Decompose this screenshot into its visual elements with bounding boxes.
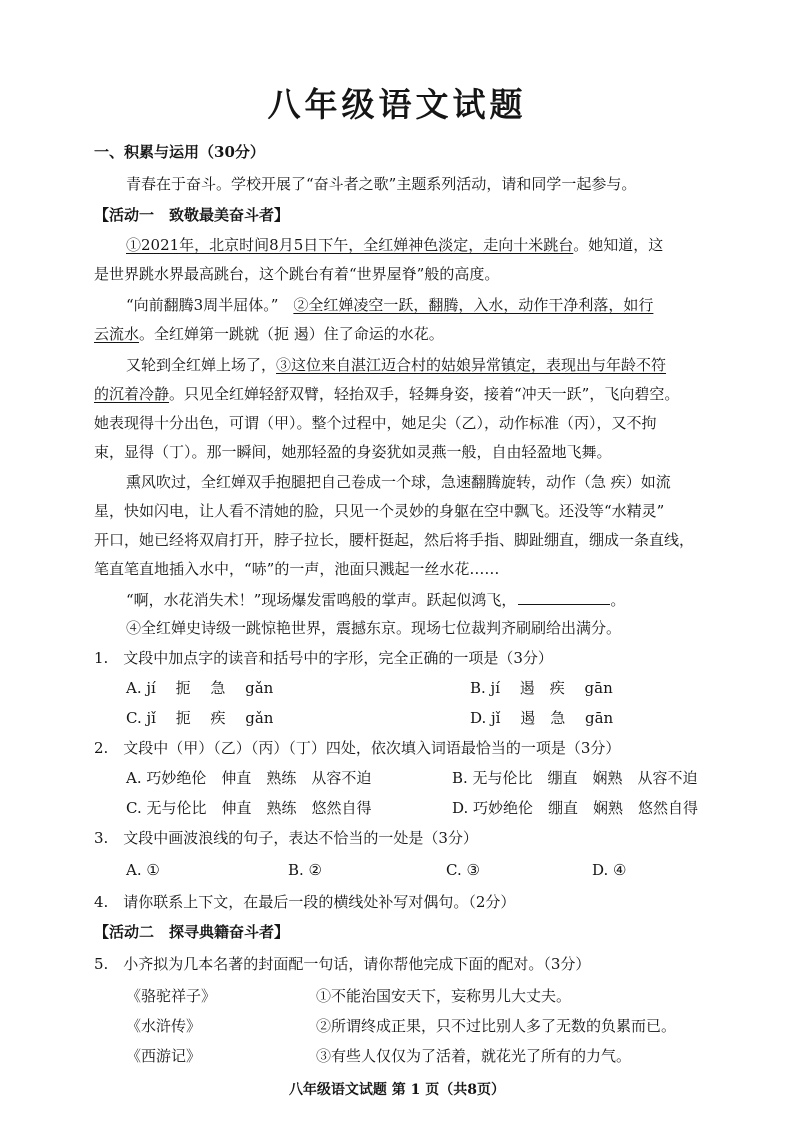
book-title[interactable]: 《水浒传》 <box>126 1017 202 1035</box>
question-stem: 1. 文段中加点字的读音和括号中的字形，完全正确的一项是（3分） <box>94 649 553 667</box>
fill-in-blank[interactable] <box>518 589 610 605</box>
option-b[interactable]: B. jí 遏 疾 gān <box>470 679 613 697</box>
option-d[interactable]: D. jǐ 遏 急 gān <box>470 709 614 727</box>
passage-line: 星，快如闪电，让人看不清她的脸，只见一个灵妙的身躯在空中飘飞。还没等“水精灵” <box>94 502 665 520</box>
option-a[interactable]: A. 巧妙绝伦 伸直 熟练 从容不迫 <box>126 769 372 787</box>
question-stem: 4. 请你联系上下文，在最后一段的横线处补写对偶句。（2分） <box>94 893 516 911</box>
wavy-underlined-sentence: 云流水 <box>94 325 140 343</box>
wavy-underlined-sentence: ②全红婵凌空一跃，翻腾，入水，动作干净利落，如行 <box>293 296 654 314</box>
matching-quote[interactable]: ③有些人仅仅为了活着，就花光了所有的力气。 <box>316 1047 632 1065</box>
option-c[interactable]: C. ③ <box>446 861 480 879</box>
wavy-underlined-sentence: ③这位来自湛江迈合村的姑娘异常镇定，表现出与年龄不符 <box>276 356 667 374</box>
passage-line: “向前翻腾3周半屈体。” ②全红婵凌空一跃，翻腾，入水，动作干净利落，如行 <box>126 296 654 314</box>
page-footer: 八年级语文试题 第 1 页（共8页） <box>288 1082 506 1098</box>
passage-line: ④全红婵史诗级一跳惊艳世界，震撼东京。现场七位裁判齐刷刷给出满分。 <box>126 619 622 637</box>
book-title[interactable]: 《西游记》 <box>126 1047 202 1065</box>
page-title: 八年级语文试题 <box>267 85 527 124</box>
intro-paragraph: 青春在于奋斗。学校开展了“奋斗者之歌”主题系列活动，请和同学一起参与。 <box>126 175 637 193</box>
matching-quote[interactable]: ②所谓终成正果，只不过比别人多了无数的负累而已。 <box>316 1017 677 1035</box>
option-c[interactable]: C. jǐ 扼 疾 gǎn <box>126 709 274 727</box>
question-stem: 3. 文段中画波浪线的句子，表达不恰当的一处是（3分） <box>94 829 478 847</box>
option-b[interactable]: B. 无与伦比 绷直 娴熟 从容不迫 <box>452 769 698 787</box>
passage-line: 熏风吹过，全红婵双手抱腿把自己卷成一个球，急速翻腾旋转，动作（急 疾）如流 <box>126 473 671 491</box>
question-stem: 2. 文段中（甲）（乙）（丙）（丁）四处，依次填入词语最恰当的一项是（3分） <box>94 739 621 757</box>
passage-line: 又轮到全红婵上场了，③这位来自湛江迈合村的姑娘异常镇定，表现出与年龄不符 <box>126 356 667 374</box>
activity-heading: 【活动一 致敬最美奋斗者】 <box>94 206 290 224</box>
passage-line: 的沉着冷静。只见全红婵轻舒双臂，轻抬双手，轻舞身姿，接着“冲天一跃”，飞向碧空。 <box>94 385 680 403</box>
activity-heading: 【活动二 探寻典籍奋斗者】 <box>94 923 290 941</box>
option-d[interactable]: D. ④ <box>592 861 627 879</box>
passage-line: 云流水。全红婵第一跳就（扼 遏）住了命运的水花。 <box>94 325 444 343</box>
option-a[interactable]: A. ① <box>126 861 160 879</box>
matching-quote[interactable]: ①不能治国安天下，妄称男儿大丈夫。 <box>316 987 572 1005</box>
book-title[interactable]: 《骆驼祥子》 <box>126 987 217 1005</box>
option-c[interactable]: C. 无与伦比 伸直 熟练 悠然自得 <box>126 799 372 817</box>
passage-line: “啊，水花消失术！”现场爆发雷鸣般的掌声。跃起似鸿飞， 。 <box>126 591 626 609</box>
question-stem: 5. 小齐拟为几本名著的封面配一句话，请你帮他完成下面的配对。（3分） <box>94 955 591 973</box>
passage-line: 束，显得（丁）。那一瞬间，她那轻盈的身姿犹如灵燕一般，自由轻盈地飞舞。 <box>94 443 612 461</box>
passage-line: 笔直笔直地插入水中，“哧”的一声，池面只溅起一丝水花…… <box>94 560 500 578</box>
wavy-underlined-sentence: ①2021年，北京时间8月5日下午，全红婵神色淡定，走向十米跳台 <box>126 236 574 254</box>
option-b[interactable]: B. ② <box>288 861 323 879</box>
passage-line: 是世界跳水界最高跳台，这个跳台有着“世界屋脊”般的高度。 <box>94 265 500 283</box>
passage-line: 开口，她已经将双肩打开，脖子拉长，腰杆挺起，然后将手指、脚趾绷直，绷成一条直线， <box>94 531 695 549</box>
wavy-underlined-sentence: 的沉着冷静 <box>94 385 170 403</box>
passage-line: ①2021年，北京时间8月5日下午，全红婵神色淡定，走向十米跳台。她知道，这 <box>126 236 664 254</box>
option-d[interactable]: D. 巧妙绝伦 绷直 娴熟 悠然自得 <box>452 799 699 817</box>
section-heading: 一、积累与运用（30分） <box>94 143 265 161</box>
passage-line: 她表现得十分出色，可谓（甲）。整个过程中，她足尖（乙），动作标准（丙），又不拘 <box>94 414 657 432</box>
option-a[interactable]: A. jí 扼 急 gǎn <box>126 679 274 697</box>
